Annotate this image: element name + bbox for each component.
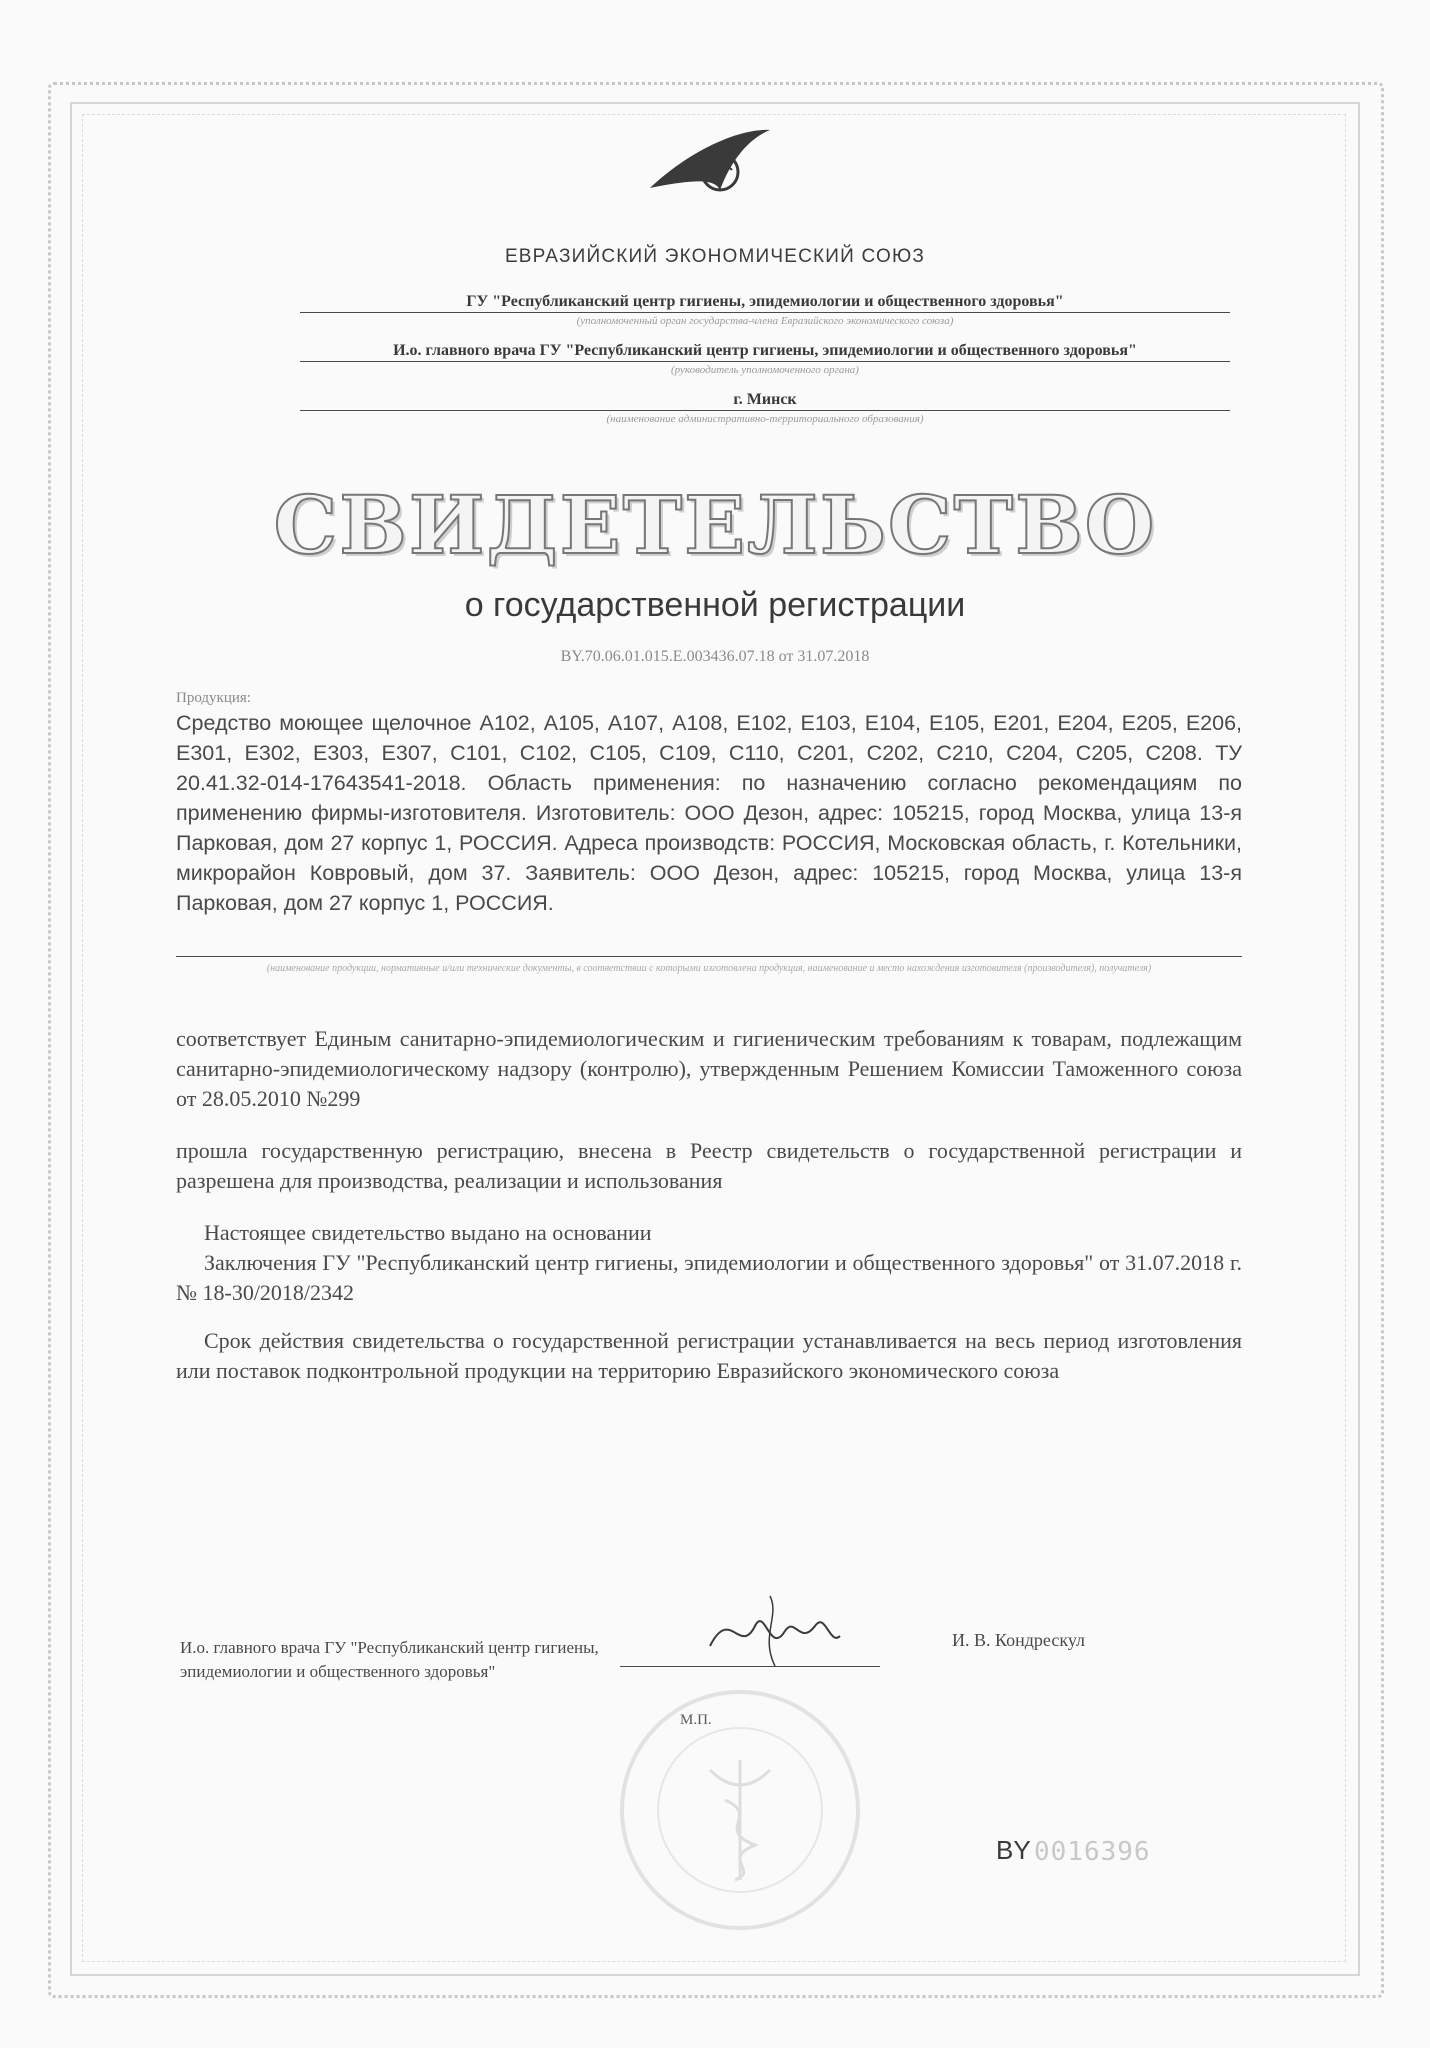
authority-caption: (уполномоченный орган государства-члена Евразийского экономического союза) xyxy=(576,315,954,327)
document-title: СВИДЕТЕЛЬСТВО xyxy=(273,478,1157,572)
signature-icon xyxy=(700,1586,850,1676)
validity-text: Срок действия свидетельства о государственной регистрации устанавливается на весь период изготовления или поставок подконтрольной продукции на территорию Евразийского экономического союза xyxy=(176,1328,1242,1383)
signer-position: И.о. главного врача ГУ "Республиканский центр гигиены, эпидемиологии и общественного здоровья" xyxy=(180,1638,599,1681)
signature-line xyxy=(620,1666,880,1667)
serial-number: 0016396 xyxy=(1034,1837,1151,1867)
head-caption: (руководитель уполномоченного органа) xyxy=(671,364,859,376)
signer-name: И. В. Кондрескул xyxy=(952,1630,1086,1650)
eaeu-emblem-icon xyxy=(620,110,820,220)
round-stamp-icon xyxy=(610,1680,870,1940)
head-field: И.о. главного врача ГУ "Республиканский центр гигиены, эпидемиологии и общественного здоровья" xyxy=(300,341,1230,362)
product-underline xyxy=(176,956,1242,957)
stamp-place-label: М.П. xyxy=(680,1712,712,1728)
city-caption: (наименование административно-территориального образования) xyxy=(606,413,924,425)
city-field: г. Минск xyxy=(300,390,1230,411)
compliance-text: соответствует Единым санитарно-эпидемиологическим и гигиеническим требованиям к товарам, подлежащим санитарно-эпидемиологическому надзору (контролю), утвержденным Решением Комиссии Таможенного союза от 28.05.2010 №299 xyxy=(176,1026,1242,1111)
union-name: ЕВРАЗИЙСКИЙ ЭКОНОМИЧЕСКИЙ СОЮЗ xyxy=(504,246,926,267)
registration-number: BY.70.06.01.015.Е.003436.07.18 от 31.07.2018 xyxy=(560,648,870,665)
authority-field: ГУ "Республиканский центр гигиены, эпидемиологии и общественного здоровья" xyxy=(300,292,1230,313)
basis-intro: Настоящее свидетельство выдано на основании xyxy=(204,1220,652,1245)
serial-prefix: BY xyxy=(996,1835,1031,1865)
basis-text: Заключения ГУ "Республиканский центр гигиены, эпидемиологии и общественного здоровья" от 31.07.2018 г. № 18-30/2018/2342 xyxy=(176,1250,1242,1305)
document-subtitle: о государственной регистрации xyxy=(464,586,966,624)
product-caption: (наименование продукции, нормативные и/или технические документы, в соответствии с которыми изготовлена продукция, наименование и место нахождения изготовителя (производителя), получателя) xyxy=(266,963,1152,974)
registration-text: прошла государственную регистрацию, внесена в Реестр свидетельств о государственной регистрации и разрешена для производства, реализации и использования xyxy=(176,1138,1242,1193)
product-description: Средство моющее щелочное А102, А105, А107, А108, Е102, Е103, Е104, Е105, Е201, Е204, Е205, Е206, Е301, Е302, Е303, Е307, С101, С102, С105, С109, С110, С201, С202, С210, С204, С205, С208. ТУ 20.41.32-014-17643541-2018. Область применения: по назначению согласно рекомендациям по применению фирмы-изготовителя. Изготовитель: ООО Дезон, адрес: 105215, город Москва, улица 13-я Парковая, дом 27 корпус 1, РОССИЯ. Адреса производств: РОССИЯ, Московская область, г. Котельники, микрорайон Ковровый, дом 37. Заявитель: ООО Дезон, адрес: 105215, город Москва, улица 13-я Парковая, дом 27 корпус 1, РОССИЯ. xyxy=(176,711,1242,915)
product-label: Продукция: xyxy=(176,690,251,706)
